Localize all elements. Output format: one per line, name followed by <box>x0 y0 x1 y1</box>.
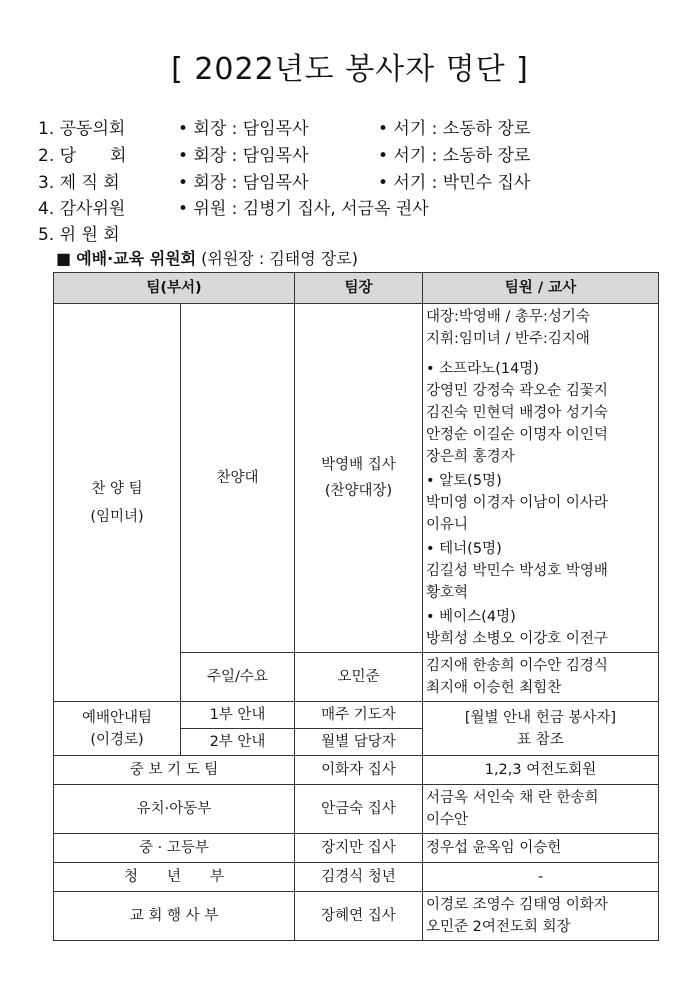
events-members: 이경로 조영수 김태영 이화자 <box>426 897 608 913</box>
committee-name: 5. 위 원 회 <box>38 225 120 245</box>
committee-chair: • 회장 : 담임목사 <box>178 119 309 139</box>
kids-members: 이수안 <box>426 812 469 828</box>
teens-leader: 장지만 집사 <box>295 834 423 863</box>
choir-members-cell <box>423 304 659 653</box>
prayer-members: 1,2,3 여전도회원 <box>423 756 659 785</box>
sunday-leader: 오민준 <box>295 653 423 702</box>
table-row <box>54 304 659 653</box>
choir-leader-cell <box>295 304 423 653</box>
committee-name: 3. 제 직 회 <box>38 173 120 193</box>
soprano-line: 강영민 강정숙 곽오순 김꽃지 <box>426 383 608 399</box>
choir-team-leader: (임미녀) <box>90 508 144 525</box>
events-name: 교 회 행 사 부 <box>54 892 295 941</box>
kids-members-cell <box>423 785 659 834</box>
sunday-name: 주일/수요 <box>181 653 295 702</box>
tenor-line: 김길성 박민수 박성호 박영배 <box>426 563 608 579</box>
table-row <box>54 834 659 863</box>
choir-staff: 지휘:임미녀 / 반주:김지애 <box>426 331 590 347</box>
kids-name: 유치·아동부 <box>54 785 295 834</box>
bass-line: 방희성 소병오 이강호 이전구 <box>426 631 608 647</box>
usher-note: [월별 안내 헌금 봉사자] <box>464 709 617 726</box>
usher2-leader: 월별 담당자 <box>295 729 423 756</box>
table-row <box>54 863 659 892</box>
sunday-members: 김지애 한송희 이수안 김경식 <box>426 658 608 674</box>
usher-team-name: 예배안내팀 <box>81 709 153 726</box>
committee-secretary: • 서기 : 소동하 장로 <box>378 119 531 139</box>
tenor-line: 황호혁 <box>426 585 469 601</box>
table-row <box>54 702 659 729</box>
alto-line: 이유니 <box>426 517 469 533</box>
header-team: 팀(부서) <box>54 273 295 304</box>
committee-name: 4. 감사위원 <box>38 199 126 219</box>
kids-members: 서금옥 서인숙 채 란 한송희 <box>426 790 599 806</box>
soprano-line: 김진숙 민현덕 배경아 성기숙 <box>426 405 608 421</box>
prayer-name: 중 보 기 도 팀 <box>54 756 295 785</box>
usher-note-ref: 표 참조 <box>517 731 564 748</box>
events-members-cell <box>423 892 659 941</box>
choir-leader: 박영배 집사 <box>321 457 396 473</box>
header-leader: 팀장 <box>295 273 423 304</box>
soprano-line: 안정순 이길순 이명자 이인덕 <box>426 427 608 443</box>
alto-title: • 알토(5명) <box>426 473 502 489</box>
usher-team-cell <box>54 702 181 756</box>
committee-name: 1. 공동의회 <box>38 119 126 139</box>
committee-members: • 위원 : 김병기 집사, 서금옥 권사 <box>178 199 429 219</box>
choir-leader-title: (찬양대장) <box>324 483 393 499</box>
choir-name: 찬양대 <box>181 304 295 653</box>
usher1-leader: 매주 기도자 <box>295 702 423 729</box>
table-row <box>54 756 659 785</box>
soprano-line: 장은희 홍경자 <box>426 449 515 465</box>
usher1-name: 1부 안내 <box>181 702 295 729</box>
alto-line: 박미영 이경자 이남이 이사라 <box>426 495 608 511</box>
subcommittee-chair: (위원장 : 김태영 장로) <box>201 249 358 268</box>
volunteer-table <box>53 272 659 941</box>
youth-name: 청 년 부 <box>54 863 295 892</box>
page-title: [ 2022년도 봉사자 명단 ] <box>171 52 529 87</box>
committee-secretary: • 서기 : 박민수 집사 <box>378 173 531 193</box>
table-row <box>54 785 659 834</box>
usher-team-leader: (이경로) <box>90 731 144 748</box>
youth-members: - <box>423 863 659 892</box>
header-members: 팀원 / 교사 <box>423 273 659 304</box>
committee-chair: • 회장 : 담임목사 <box>178 146 309 166</box>
youth-leader: 김경식 청년 <box>295 863 423 892</box>
subheading <box>56 246 358 269</box>
events-leader: 장혜연 집사 <box>295 892 423 941</box>
sunday-members: 최지애 이승헌 최힘찬 <box>426 680 562 696</box>
teens-name: 중 · 고등부 <box>54 834 295 863</box>
usher2-name: 2부 안내 <box>181 729 295 756</box>
committee-chair: • 회장 : 담임목사 <box>178 173 309 193</box>
committee-name: 2. 당 회 <box>38 146 127 166</box>
sunday-members-cell <box>423 653 659 702</box>
choir-team-name: 찬 양 팀 <box>91 480 143 497</box>
subcommittee-name: 예배·교육 위원회 <box>76 249 197 268</box>
committee-secretary: • 서기 : 소동하 장로 <box>378 146 531 166</box>
bass-title: • 베이스(4명) <box>426 609 516 625</box>
choir-staff: 대장:박영배 / 총무:성기숙 <box>426 309 590 325</box>
tenor-title: • 테너(5명) <box>426 541 502 557</box>
soprano-title: • 소프라노(14명) <box>426 361 539 377</box>
teens-members: 정우섭 윤옥임 이승헌 <box>423 834 659 863</box>
prayer-leader: 이화자 집사 <box>295 756 423 785</box>
usher-note-cell <box>423 702 659 756</box>
events-members: 오민준 2여전도회 회장 <box>426 919 571 935</box>
kids-leader: 안금숙 집사 <box>295 785 423 834</box>
choir-team-cell <box>54 304 181 702</box>
table-header-row <box>54 273 659 304</box>
table-row <box>54 892 659 941</box>
square-bullet-icon: ■ <box>56 249 72 268</box>
